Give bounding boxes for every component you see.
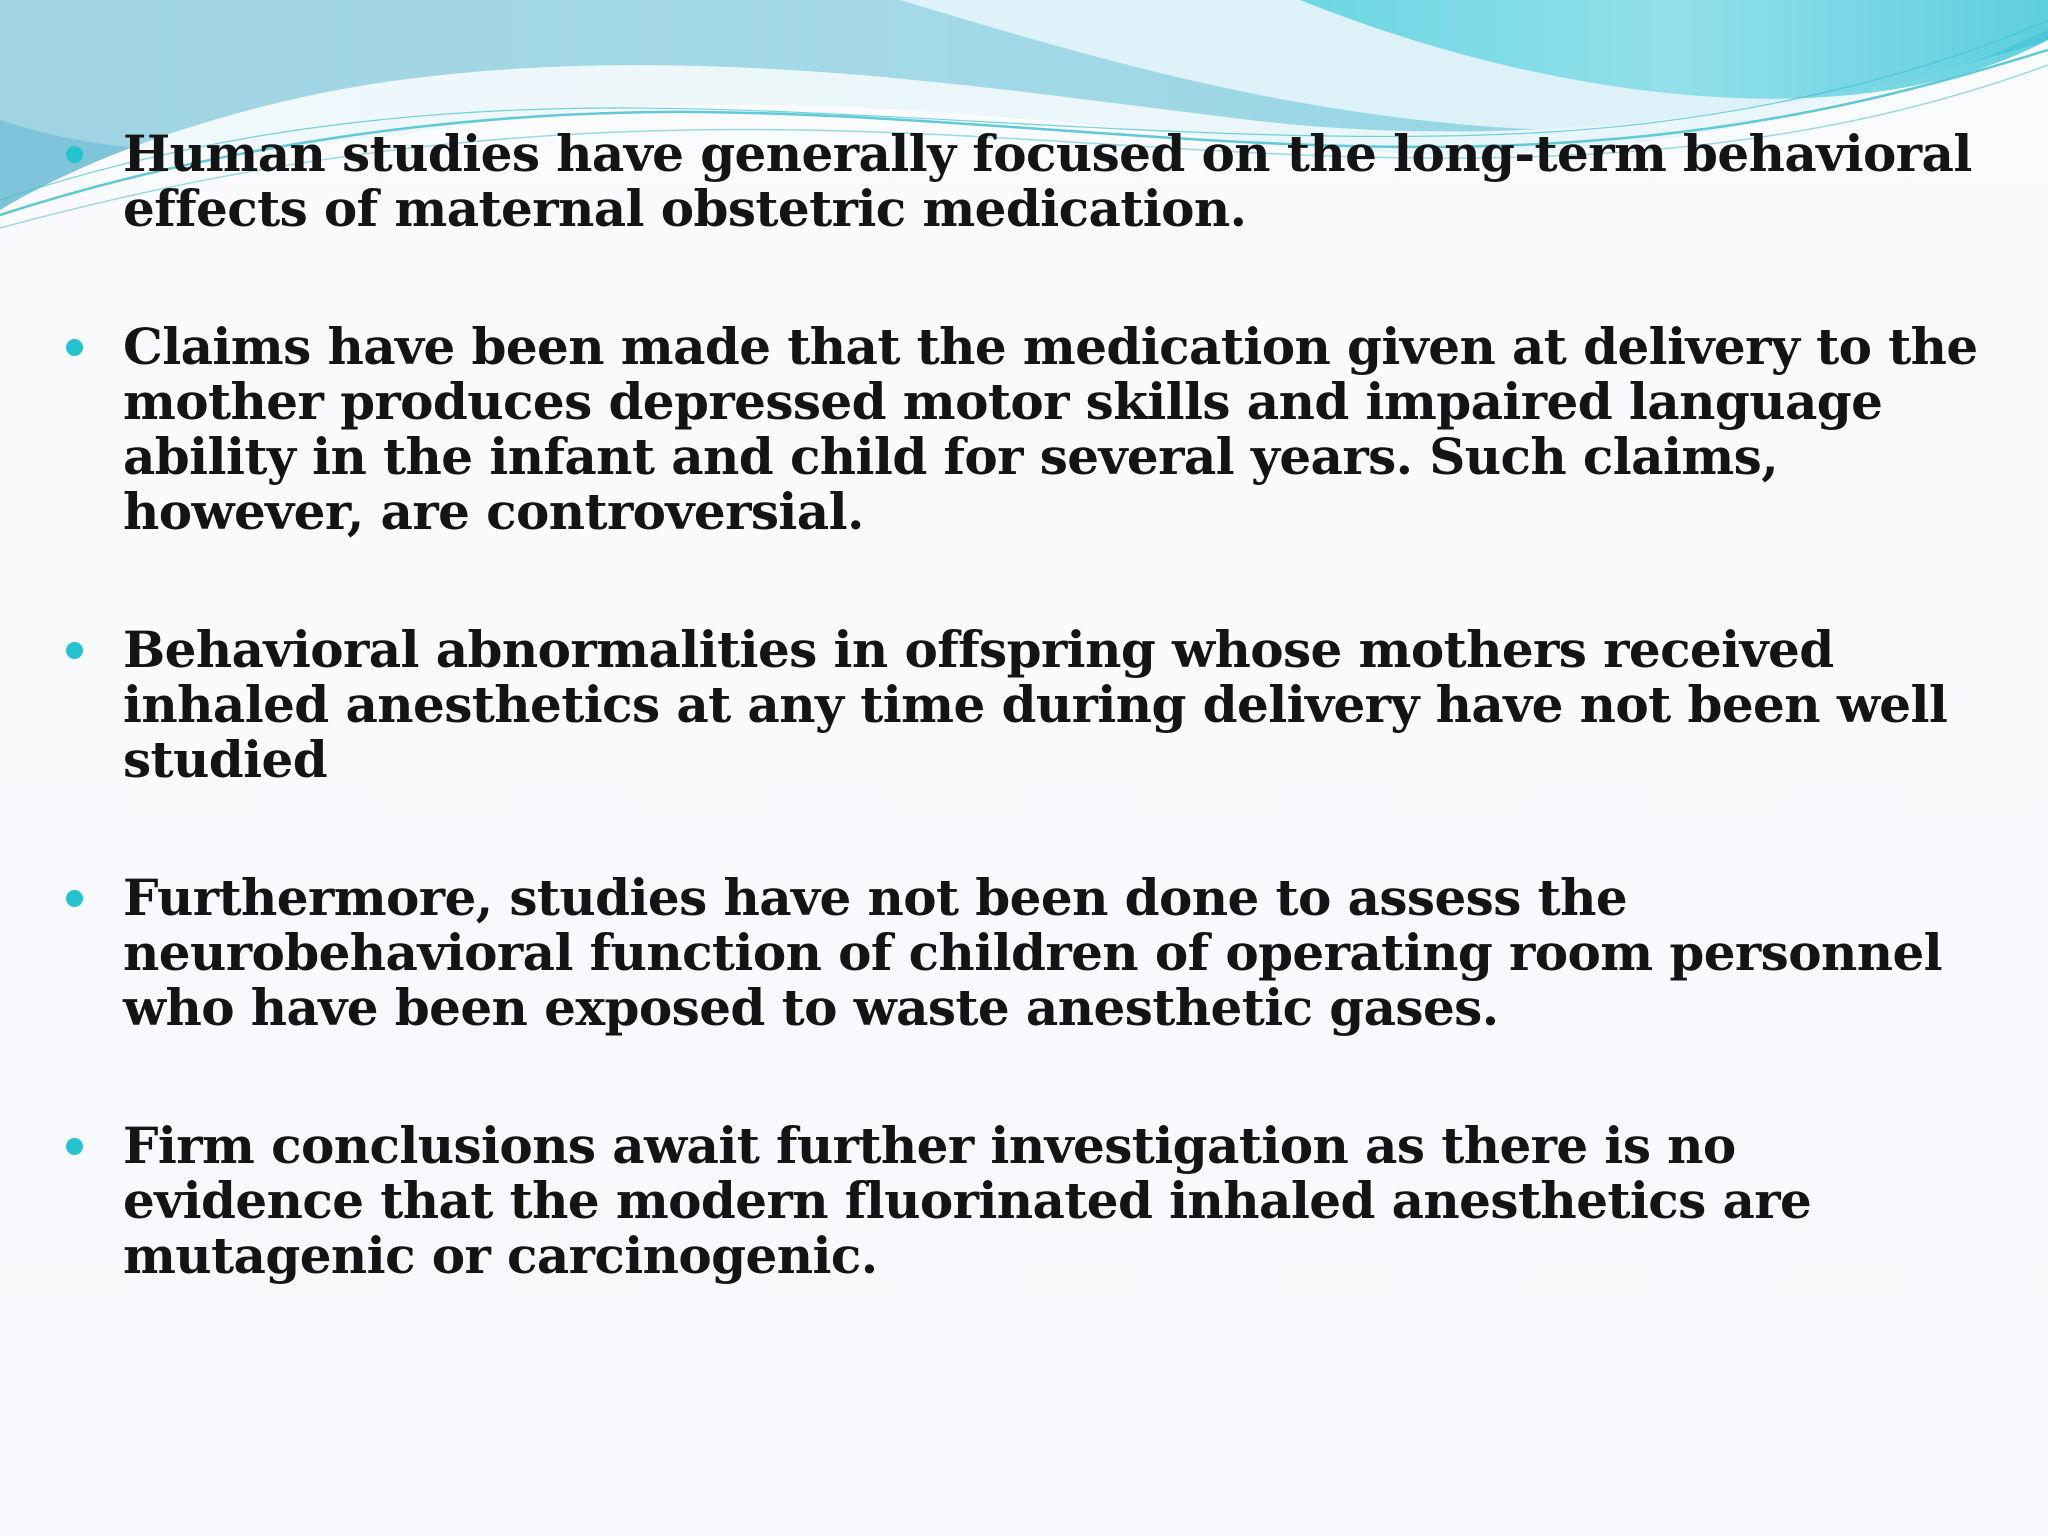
- bullet-text: Firm conclusions await further investigation as there is no evidence that the modern fluorinated inhaled anesthetics are mutagenic or carcinogenic.: [123, 1116, 1812, 1285]
- bullet-text: Furthermore, studies have not been done to assess the neurobehavioral function of children of operating room personnel who have been exposed to waste anesthetic gases.: [123, 868, 1943, 1037]
- bullet-dot-icon: [66, 890, 83, 907]
- bullet-text: Human studies have generally focused on the long-term behavioral effects of maternal obstetric medication.: [123, 124, 1972, 238]
- bullet-item: [0, 126, 2048, 236]
- bullet-item: [0, 870, 2048, 1035]
- bullet-list: [0, 126, 2048, 1366]
- bullet-text: Behavioral abnormalities in offspring whose mothers received inhaled anesthetics at any time during delivery have not been well studied: [123, 620, 1948, 789]
- bullet-dot-icon: [66, 146, 83, 163]
- bullet-text: Claims have been made that the medication given at delivery to the mother produces depressed motor skills and impaired language ability in the infant and child for several years. Such claims, however, are controversial.: [123, 317, 1978, 541]
- bullet-item: [0, 319, 2048, 539]
- bullet-item: [0, 1118, 2048, 1283]
- bullet-item: [0, 622, 2048, 787]
- bullet-dot-icon: [66, 1138, 83, 1155]
- bullet-dot-icon: [66, 339, 83, 356]
- bullet-dot-icon: [66, 642, 83, 659]
